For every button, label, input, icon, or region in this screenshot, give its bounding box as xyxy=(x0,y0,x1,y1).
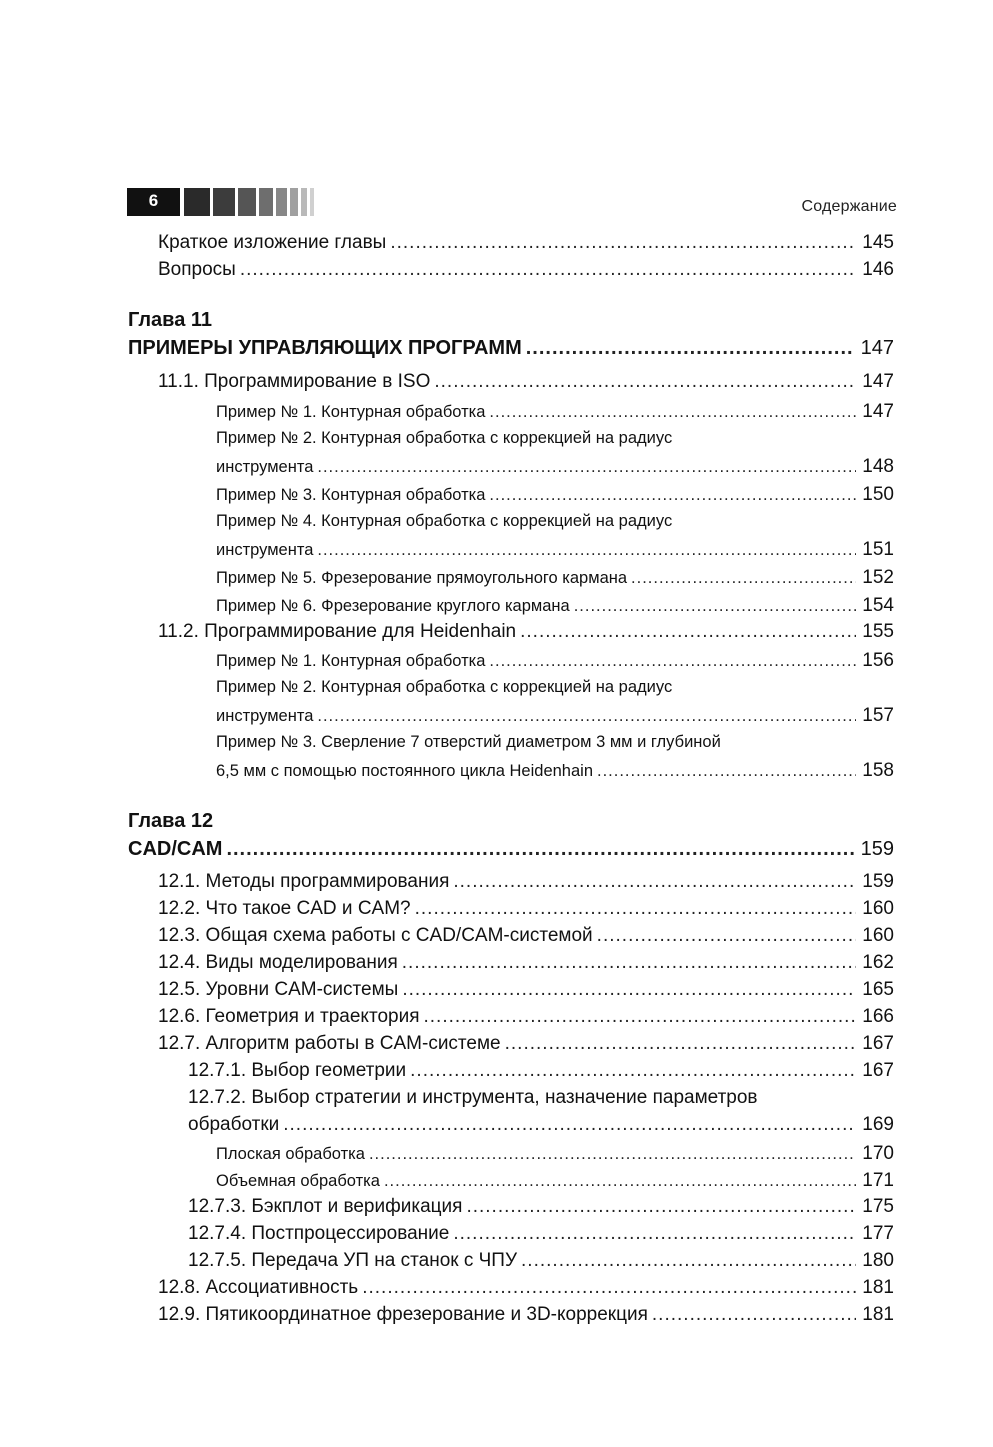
toc-entry-page: 147 xyxy=(860,337,894,359)
chapter-label: Глава 11 xyxy=(128,309,213,331)
leader-dots xyxy=(434,371,856,393)
leader-dots xyxy=(240,259,856,281)
toc-entry-11-2[interactable] xyxy=(158,621,894,643)
leader-dots xyxy=(384,1172,856,1191)
toc-entry-line: Пример № 4. Контурная обработка с коррекцией на радиус xyxy=(216,512,673,530)
toc-entry-page: 150 xyxy=(862,484,894,505)
toc-entry-12-8[interactable] xyxy=(158,1277,894,1299)
toc-entry-12-7-1[interactable] xyxy=(188,1060,894,1082)
toc-entry-12-9[interactable] xyxy=(158,1304,894,1326)
leader-dots xyxy=(317,458,856,477)
bar xyxy=(184,188,210,216)
toc-entry-title: 11.1. Программирование в ISO xyxy=(158,371,431,392)
toc-entry-page: 167 xyxy=(862,1033,894,1054)
toc-entry-page: 145 xyxy=(862,232,894,253)
page-number: 6 xyxy=(127,188,180,216)
toc-entry-12-3[interactable] xyxy=(158,925,894,947)
leader-dots xyxy=(466,1196,856,1218)
toc-entry-title: Пример № 1. Контурная обработка xyxy=(216,403,486,421)
toc-entry-title: CAD/CAM xyxy=(128,838,223,860)
toc-entry-12-7-2-b[interactable] xyxy=(216,1170,894,1192)
toc-entry-12-7-5[interactable] xyxy=(188,1250,894,1272)
toc-entry-page: 162 xyxy=(862,952,894,973)
leader-dots xyxy=(631,569,856,588)
leader-dots xyxy=(521,1250,856,1272)
toc-entry-title: 12.9. Пятикоординатное фрезерование и 3D-коррекция xyxy=(158,1304,648,1325)
toc-entry-12-4[interactable] xyxy=(158,952,894,974)
toc-entry-title: Плоская обработка xyxy=(216,1145,365,1163)
leader-dots xyxy=(453,871,856,893)
toc-entry-page: 160 xyxy=(862,898,894,919)
toc-entry-line: Пример № 2. Контурная обработка с коррекцией на радиус xyxy=(216,429,673,447)
toc-entry-page: 171 xyxy=(862,1170,894,1191)
toc-entry-page: 156 xyxy=(862,650,894,671)
leader-dots xyxy=(489,403,856,422)
leader-dots xyxy=(489,652,856,671)
toc-entry-page: 177 xyxy=(862,1223,894,1244)
toc-entry-page: 152 xyxy=(862,567,894,588)
toc-entry-page: 166 xyxy=(862,1006,894,1027)
toc-entry-title: инструмента xyxy=(216,541,314,559)
toc-entry-12-7-2[interactable] xyxy=(188,1114,894,1136)
toc-entry-title: 12.7.1. Выбор геометрии xyxy=(188,1060,407,1081)
leader-dots xyxy=(652,1304,856,1326)
toc-entry-11-1[interactable] xyxy=(158,371,894,393)
toc-entry-page: 160 xyxy=(862,925,894,946)
toc-entry-11-2-ex1[interactable] xyxy=(216,650,894,672)
toc-entry-title: 12.5. Уровни CAM-системы xyxy=(158,979,399,1000)
toc-entry-page: 157 xyxy=(862,705,894,726)
leader-dots xyxy=(390,232,856,254)
section-title: Содержание xyxy=(801,198,897,215)
bar xyxy=(213,188,235,216)
bar xyxy=(238,188,256,216)
leader-dots xyxy=(402,952,857,974)
bar xyxy=(310,188,314,216)
toc-entry-title: Вопросы xyxy=(158,259,236,280)
leader-dots xyxy=(526,337,855,360)
decorative-bars xyxy=(184,188,317,216)
toc-entry-page: 181 xyxy=(862,1304,894,1325)
leader-dots xyxy=(415,898,857,920)
leader-dots xyxy=(597,925,857,947)
toc-entry-title: 12.3. Общая схема работы с CAD/CAM-системой xyxy=(158,925,593,946)
toc-entry-11-2-ex2[interactable] xyxy=(216,705,894,727)
leader-dots xyxy=(410,1060,856,1082)
toc-entry-title: 12.6. Геометрия и траектория xyxy=(158,1006,420,1027)
toc-entry-title: 11.2. Программирование для Heidenhain xyxy=(158,621,517,642)
toc-entry-title: Краткое изложение главы xyxy=(158,232,387,253)
toc-chapter-11[interactable] xyxy=(128,337,894,360)
bar xyxy=(276,188,287,216)
toc-entry-title: 6,5 мм с помощью постоянного цикла Heidenhain xyxy=(216,762,593,780)
toc-entry-title: ПРИМЕРЫ УПРАВЛЯЮЩИХ ПРОГРАММ xyxy=(128,337,522,359)
toc-entry-11-1-ex3[interactable] xyxy=(216,484,894,506)
leader-dots xyxy=(369,1145,856,1164)
toc-entry-title: Пример № 5. Фрезерование прямоугольного кармана xyxy=(216,569,628,587)
bar xyxy=(301,188,307,216)
toc-entry-page: 167 xyxy=(862,1060,894,1081)
toc-entry-page: 155 xyxy=(862,621,894,642)
toc-entry-11-2-ex3[interactable] xyxy=(216,760,894,782)
page-header xyxy=(127,188,897,216)
toc-entry-12-6[interactable] xyxy=(158,1006,894,1028)
toc-entry-title: 12.8. Ассоциативность xyxy=(158,1277,359,1298)
toc-entry-page: 165 xyxy=(862,979,894,1000)
toc-entry-title: инструмента xyxy=(216,707,314,725)
toc-entry-12-7-2-a[interactable] xyxy=(216,1143,894,1165)
toc-entry-title: Пример № 1. Контурная обработка xyxy=(216,652,486,670)
leader-dots xyxy=(520,621,856,643)
toc-entry-12-2[interactable] xyxy=(158,898,894,920)
toc-entry-title: Объемная обработка xyxy=(216,1172,380,1190)
toc-entry-summary[interactable] xyxy=(158,232,894,254)
leader-dots xyxy=(489,486,856,505)
toc-entry-title: 12.7. Алгоритм работы в CAM-системе xyxy=(158,1033,501,1054)
toc-entry-page: 170 xyxy=(862,1143,894,1164)
toc-entry-title: Пример № 3. Контурная обработка xyxy=(216,486,486,504)
toc-entry-12-7-3[interactable] xyxy=(188,1196,894,1218)
leader-dots xyxy=(317,707,856,726)
toc-entry-page: 147 xyxy=(862,371,894,392)
leader-dots xyxy=(574,597,857,616)
leader-dots xyxy=(453,1223,856,1245)
toc-entry-page: 175 xyxy=(862,1196,894,1217)
toc-entry-page: 154 xyxy=(862,595,894,616)
toc-entry-page: 180 xyxy=(862,1250,894,1271)
toc-entry-page: 158 xyxy=(862,760,894,781)
toc-entry-page: 159 xyxy=(862,871,894,892)
toc-entry-11-1-ex5[interactable] xyxy=(216,567,894,589)
leader-dots xyxy=(317,541,856,560)
leader-dots xyxy=(283,1114,856,1136)
leader-dots xyxy=(226,838,854,861)
chapter-label: Глава 12 xyxy=(128,810,214,832)
leader-dots xyxy=(505,1033,857,1055)
toc-entry-12-7-4[interactable] xyxy=(188,1223,894,1245)
toc-entry-line: 12.7.2. Выбор стратегии и инструмента, назначение параметров xyxy=(188,1087,758,1108)
leader-dots xyxy=(402,979,856,1001)
toc-entry-title: обработки xyxy=(188,1114,280,1135)
toc-entry-11-1-ex1[interactable] xyxy=(216,401,894,423)
bar xyxy=(290,188,298,216)
toc-entry-questions[interactable] xyxy=(158,259,894,281)
toc-entry-title: Пример № 6. Фрезерование круглого кармана xyxy=(216,597,570,615)
toc-entry-title: 12.7.5. Передача УП на станок с ЧПУ xyxy=(188,1250,518,1271)
bar xyxy=(259,188,273,216)
toc-entry-12-1[interactable] xyxy=(158,871,894,893)
leader-dots xyxy=(423,1006,856,1028)
toc-entry-12-7[interactable] xyxy=(158,1033,894,1055)
leader-dots xyxy=(362,1277,856,1299)
leader-dots xyxy=(597,762,856,781)
toc-entry-11-1-ex6[interactable] xyxy=(216,595,894,617)
toc-entry-page: 181 xyxy=(862,1277,894,1298)
toc-chapter-12[interactable] xyxy=(128,838,894,861)
toc-entry-11-1-ex4[interactable] xyxy=(216,539,894,561)
toc-entry-page: 151 xyxy=(862,539,894,560)
toc-entry-12-5[interactable] xyxy=(158,979,894,1001)
toc-entry-title: 12.4. Виды моделирования xyxy=(158,952,398,973)
toc-entry-line: Пример № 3. Сверление 7 отверстий диаметром 3 мм и глубиной xyxy=(216,733,721,751)
toc-entry-page: 159 xyxy=(860,838,894,860)
toc-entry-title: 12.7.4. Постпроцессирование xyxy=(188,1223,450,1244)
toc-entry-11-1-ex2[interactable] xyxy=(216,456,894,478)
toc-entry-page: 147 xyxy=(862,401,894,422)
toc-entry-page: 148 xyxy=(862,456,894,477)
toc-entry-title: 12.2. Что такое CAD и CAM? xyxy=(158,898,411,919)
toc-entry-title: 12.1. Методы программирования xyxy=(158,871,450,892)
toc-entry-title: инструмента xyxy=(216,458,314,476)
toc-entry-page: 146 xyxy=(862,259,894,280)
toc-entry-title: 12.7.3. Бэкплот и верификация xyxy=(188,1196,463,1217)
toc-entry-line: Пример № 2. Контурная обработка с коррекцией на радиус xyxy=(216,678,673,696)
toc-entry-page: 169 xyxy=(862,1114,894,1135)
